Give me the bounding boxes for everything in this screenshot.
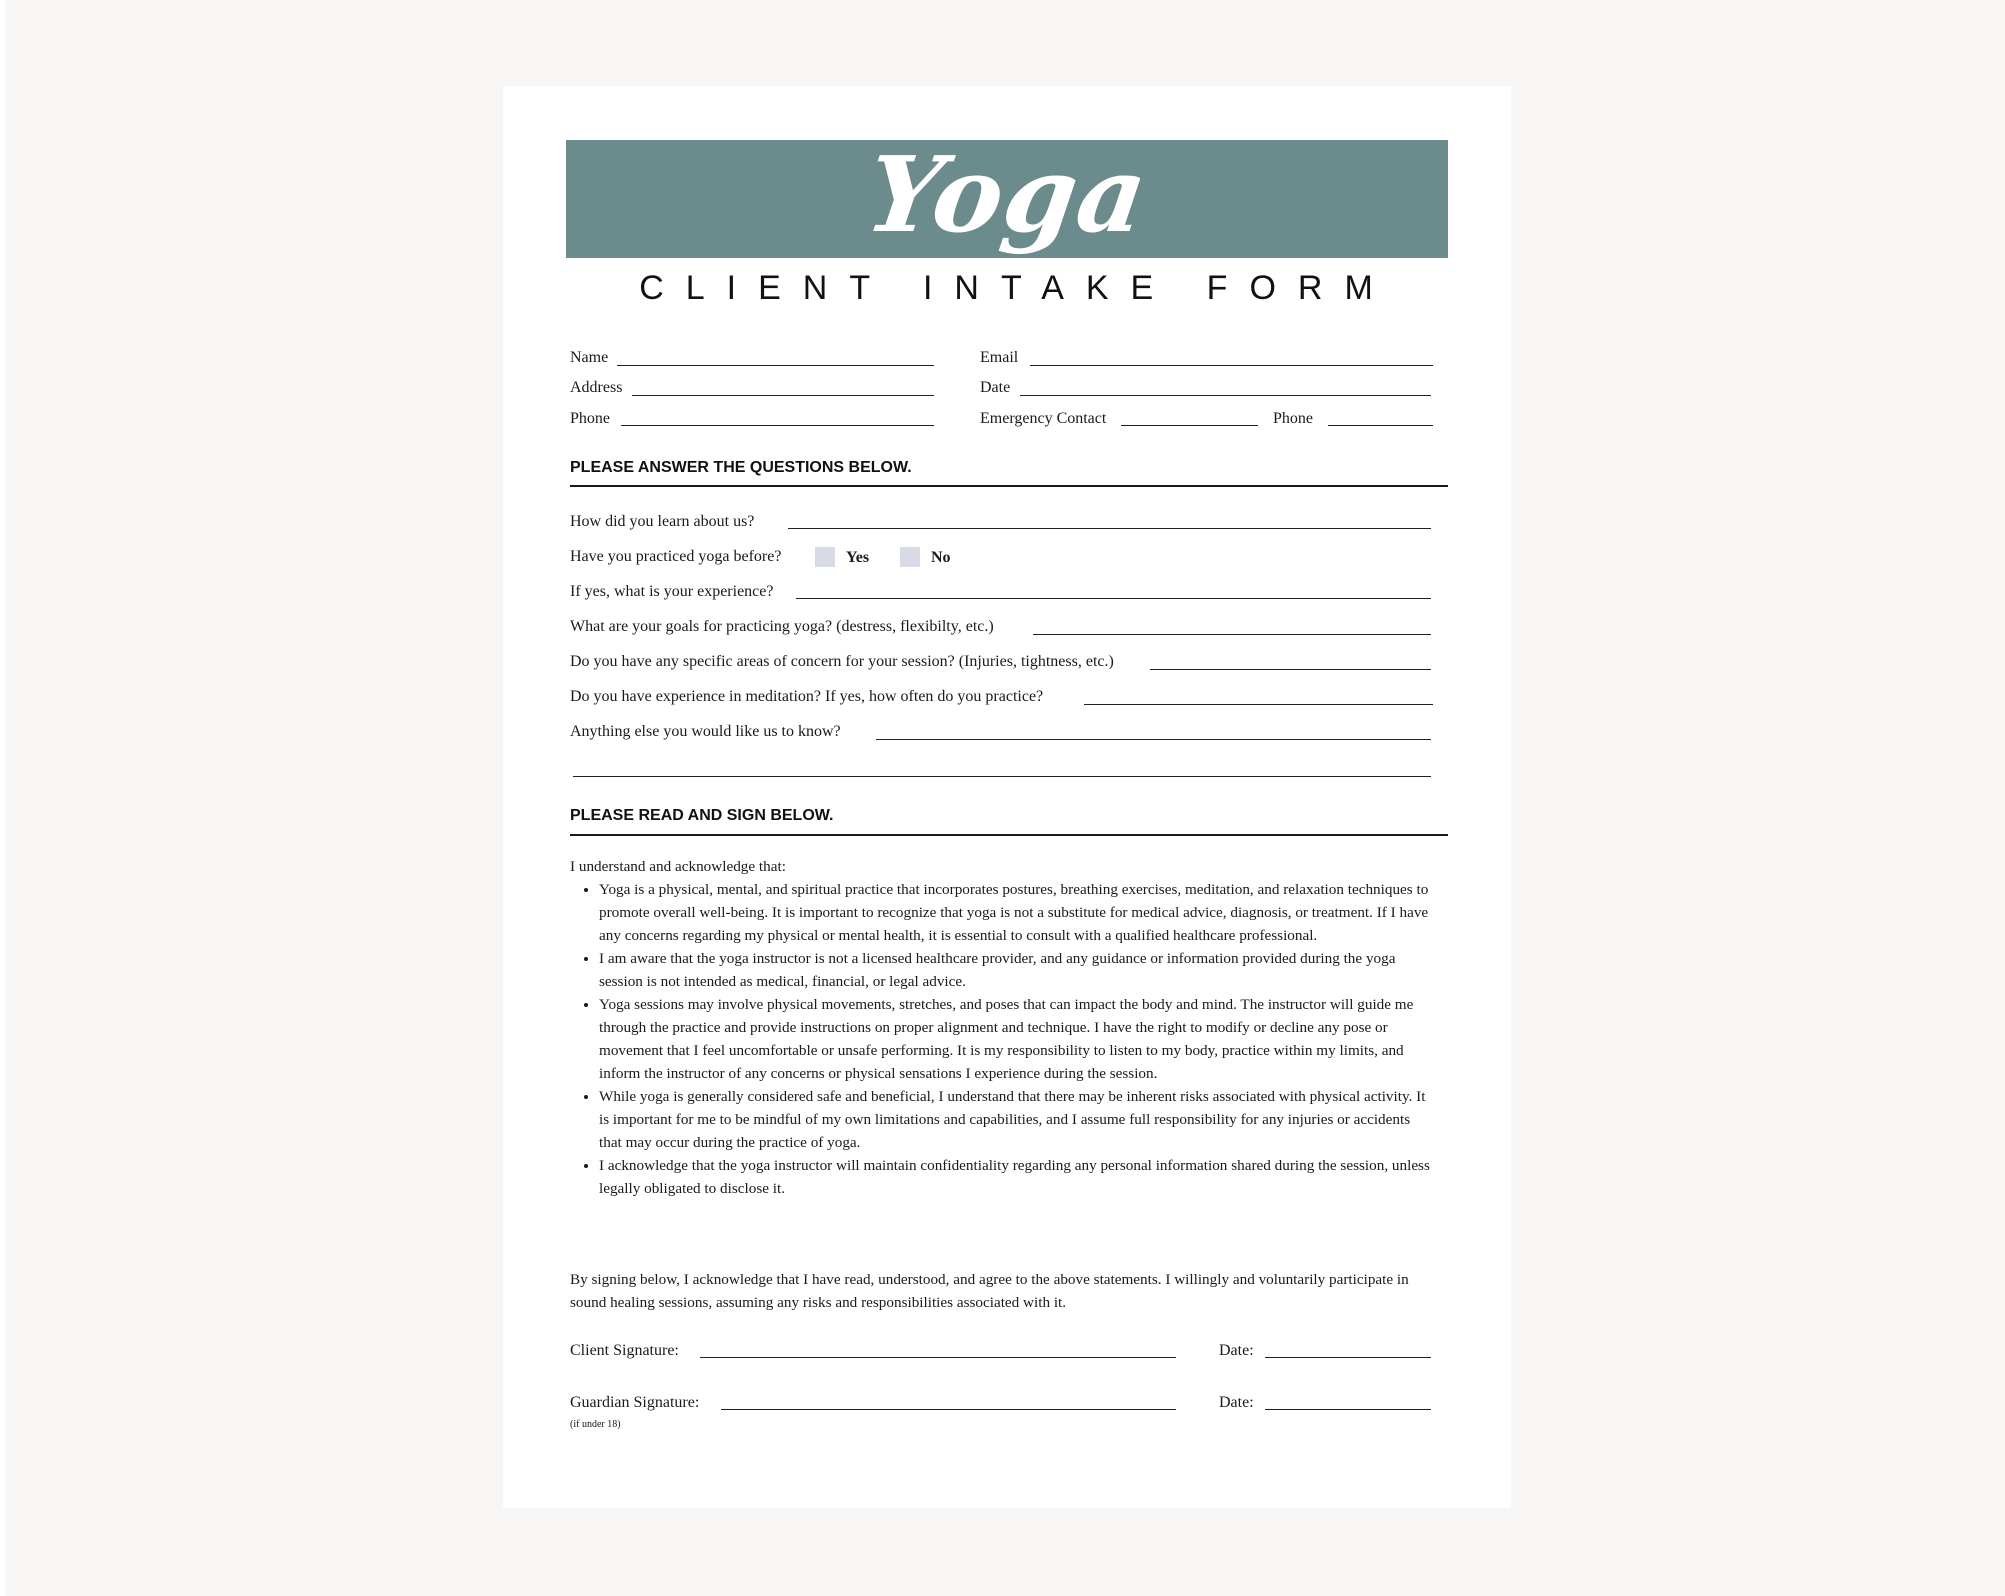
header-banner bbox=[566, 133, 1448, 258]
question-practiced-before: Have you practiced yoga before? bbox=[570, 548, 782, 565]
phone-label: Phone bbox=[570, 410, 610, 427]
brand-logo: Yoga bbox=[859, 133, 1156, 256]
question-meditation: Do you have experience in meditation? If yes, how often do you practice? bbox=[570, 688, 1044, 705]
date-field[interactable] bbox=[1020, 395, 1431, 396]
yes-label: Yes bbox=[846, 549, 870, 566]
name-label: Name bbox=[570, 349, 609, 366]
guardian-date-field[interactable] bbox=[1265, 1409, 1431, 1410]
guardian-date-label: Date: bbox=[1219, 1394, 1254, 1411]
acknowledgement-item: • Yoga sessions may involve physical movements, stretches, and poses that can impact the body and mind. The instructor will guide me through the practice and provide instructions on proper alignment and technique. I have the right to modify or decline any pose or movement that I feel uncomfortable or unsafe performing. It is my responsibility to listen to my body, practice within my limits, and inform the instructor of any concerns or physical sensations I experience during the session. bbox=[599, 993, 1432, 1085]
yes-checkbox[interactable] bbox=[815, 547, 835, 567]
emergency-contact-label: Emergency Contact bbox=[980, 410, 1107, 427]
email-field[interactable] bbox=[1030, 365, 1433, 366]
form-page bbox=[503, 86, 1511, 1508]
frame-edge bbox=[0, 0, 5, 1596]
question-learn-about-us: How did you learn about us? bbox=[570, 513, 755, 530]
acknowledgement-block bbox=[570, 855, 1432, 1200]
client-date-label: Date: bbox=[1219, 1342, 1254, 1359]
acknowledgement-intro: I understand and acknowledge that: bbox=[570, 858, 786, 875]
learn-about-us-field[interactable] bbox=[788, 528, 1431, 529]
emergency-phone-field[interactable] bbox=[1328, 425, 1433, 426]
no-checkbox[interactable] bbox=[900, 547, 920, 567]
anything-else-field-line-2[interactable] bbox=[573, 776, 1431, 777]
emergency-phone-label: Phone bbox=[1273, 410, 1313, 427]
meditation-field[interactable] bbox=[1084, 704, 1433, 705]
page-title: CLIENT INTAKE FORM bbox=[639, 269, 1395, 307]
phone-field[interactable] bbox=[621, 425, 934, 426]
questions-heading: PLEASE ANSWER THE QUESTIONS BELOW. bbox=[570, 459, 912, 476]
guardian-signature-field[interactable] bbox=[721, 1409, 1176, 1410]
address-label: Address bbox=[570, 379, 623, 396]
address-field[interactable] bbox=[632, 395, 934, 396]
anything-else-field[interactable] bbox=[876, 739, 1431, 740]
goals-field[interactable] bbox=[1033, 634, 1431, 635]
name-field[interactable] bbox=[617, 365, 934, 366]
client-signature-field[interactable] bbox=[700, 1357, 1176, 1358]
questions-divider bbox=[570, 485, 1448, 487]
email-label: Email bbox=[980, 349, 1019, 366]
acknowledgement-item: • I acknowledge that the yoga instructor will maintain confidentiality regarding any personal information shared during the session, unless legally obligated to disclose it. bbox=[599, 1154, 1432, 1200]
client-date-field[interactable] bbox=[1265, 1357, 1431, 1358]
emergency-contact-field[interactable] bbox=[1121, 425, 1258, 426]
question-goals: What are your goals for practicing yoga? (destress, flexibilty, etc.) bbox=[570, 618, 994, 635]
acknowledgement-list bbox=[570, 878, 1432, 1200]
experience-field[interactable] bbox=[796, 598, 1431, 599]
closing-statement: By signing below, I acknowledge that I have read, understood, and agree to the above statements. I willingly and voluntarily participate in sound healing sessions, assuming any risks and responsibilities associated with it. bbox=[570, 1271, 1409, 1311]
question-anything-else: Anything else you would like us to know? bbox=[570, 723, 841, 740]
question-experience: If yes, what is your experience? bbox=[570, 583, 774, 600]
agreement-heading: PLEASE READ AND SIGN BELOW. bbox=[570, 807, 834, 824]
acknowledgement-item: • Yoga is a physical, mental, and spiritual practice that incorporates postures, breathing exercises, meditation, and relaxation techniques to promote overall well-being. It is important to recognize that yoga is not a substitute for medical advice, diagnosis, or treatment. If I have any concerns regarding my physical or mental health, it is essential to consult with a qualified healthcare professional. bbox=[599, 878, 1432, 947]
question-concerns: Do you have any specific areas of concern for your session? (Injuries, tightness, etc.) bbox=[570, 653, 1114, 670]
guardian-note: (if under 18) bbox=[570, 1419, 621, 1430]
acknowledgement-item: • While yoga is generally considered safe and beneficial, I understand that there may be inherent risks associated with physical activity. It is important for me to be mindful of my own limitations and capabilities, and I assume full responsibility for any injuries or accidents that may occur during the practice of yoga. bbox=[599, 1085, 1432, 1154]
no-label: No bbox=[931, 549, 951, 566]
concerns-field[interactable] bbox=[1150, 669, 1431, 670]
guardian-signature-label: Guardian Signature: bbox=[570, 1394, 700, 1411]
agreement-divider bbox=[570, 834, 1448, 836]
acknowledgement-item: • I am aware that the yoga instructor is not a licensed healthcare provider, and any guidance or information provided during the yoga session is not intended as medical, financial, or legal advice. bbox=[599, 947, 1432, 993]
client-signature-label: Client Signature: bbox=[570, 1342, 679, 1359]
date-label: Date bbox=[980, 379, 1011, 396]
